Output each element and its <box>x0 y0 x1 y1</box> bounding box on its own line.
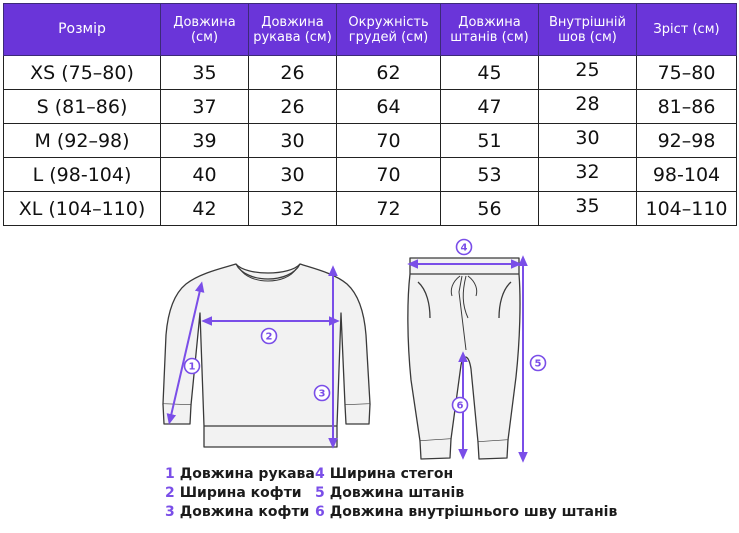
header-inseam: Внутрішній шов (см) <box>539 4 637 56</box>
legend-label: Довжина кофти <box>179 504 310 520</box>
cell-chest: 70 <box>337 124 441 158</box>
legend-number: 1 <box>165 466 175 482</box>
cell-sleeve: 32 <box>249 192 337 226</box>
marker-6 <box>453 398 468 413</box>
cell-chest: 64 <box>337 90 441 124</box>
header-length: Довжина (см) <box>161 4 249 56</box>
legend-label: Довжина рукава <box>179 466 315 482</box>
cell-length: 37 <box>161 90 249 124</box>
legend-label: Ширина кофти <box>179 485 302 501</box>
cell-length: 42 <box>161 192 249 226</box>
cell-chest: 62 <box>337 56 441 90</box>
cell-size: M (92–98) <box>4 124 161 158</box>
legend-label: Ширина стегон <box>329 466 454 482</box>
legend-number: 5 <box>315 485 325 501</box>
legend-item <box>165 503 315 522</box>
cell-size: XS (75–80) <box>4 56 161 90</box>
legend-number: 6 <box>315 504 325 520</box>
cell-length: 39 <box>161 124 249 158</box>
cell-chest: 72 <box>337 192 441 226</box>
cell-inseam: 28 <box>539 90 637 124</box>
cell-size: XL (104–110) <box>4 192 161 226</box>
cell-sleeve: 26 <box>249 90 337 124</box>
legend-item <box>165 484 315 503</box>
cell-inseam: 35 <box>539 192 637 226</box>
svg-text:2: 2 <box>265 331 273 343</box>
marker-1 <box>185 359 200 374</box>
cell-chest: 70 <box>337 158 441 192</box>
cell-height: 75–80 <box>637 56 737 90</box>
legend-item <box>315 484 617 503</box>
marker-3 <box>315 386 330 401</box>
header-pants-length: Довжина штанів (см) <box>441 4 539 56</box>
cell-sleeve: 30 <box>249 124 337 158</box>
cell-length: 35 <box>161 56 249 90</box>
cell-inseam: 32 <box>539 158 637 192</box>
legend-item <box>165 465 315 484</box>
legend-label: Довжина внутрішнього шву штанів <box>329 504 618 520</box>
svg-text:3: 3 <box>318 388 326 400</box>
cell-inseam: 25 <box>539 56 637 90</box>
legend-number: 4 <box>315 466 325 482</box>
legend-number: 3 <box>165 504 175 520</box>
cell-inseam: 30 <box>539 124 637 158</box>
header-height: Зріст (см) <box>637 4 737 56</box>
cell-sleeve: 30 <box>249 158 337 192</box>
cell-sleeve: 26 <box>249 56 337 90</box>
cell-pants: 53 <box>441 158 539 192</box>
cell-height: 98-104 <box>637 158 737 192</box>
cell-pants: 45 <box>441 56 539 90</box>
cell-height: 104–110 <box>637 192 737 226</box>
svg-text:6: 6 <box>456 400 464 412</box>
svg-text:1: 1 <box>188 361 196 373</box>
marker-5 <box>531 356 546 371</box>
cell-pants: 56 <box>441 192 539 226</box>
cell-pants: 47 <box>441 90 539 124</box>
cell-height: 92–98 <box>637 124 737 158</box>
svg-text:5: 5 <box>534 358 542 370</box>
legend-label: Довжина штанів <box>329 485 465 501</box>
marker-4 <box>457 240 472 255</box>
cell-length: 40 <box>161 158 249 192</box>
cell-size: S (81–86) <box>4 90 161 124</box>
header-sleeve-length: Довжина рукава (см) <box>249 4 337 56</box>
sweatshirt-illustration <box>163 264 370 447</box>
legend-item <box>315 503 617 522</box>
legend-column-right <box>315 465 617 522</box>
header-chest: Окружність грудей (см) <box>337 4 441 56</box>
marker-2 <box>262 329 277 344</box>
cell-pants: 51 <box>441 124 539 158</box>
legend-number: 2 <box>165 485 175 501</box>
cell-height: 81–86 <box>637 90 737 124</box>
cell-size: L (98-104) <box>4 158 161 192</box>
legend-item <box>315 465 617 484</box>
legend-column-left <box>165 465 315 522</box>
svg-text:4: 4 <box>460 242 468 254</box>
header-size: Розмір <box>4 4 161 56</box>
